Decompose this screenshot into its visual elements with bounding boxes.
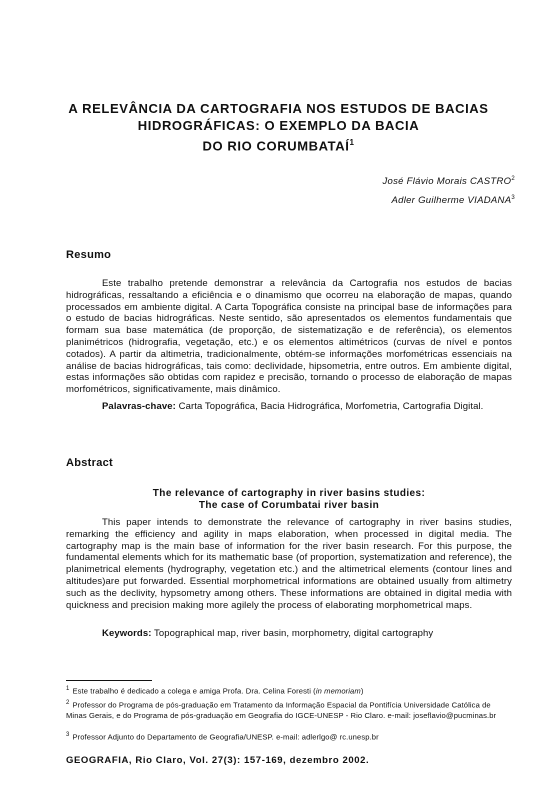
keywords-label: Keywords: xyxy=(102,628,152,639)
keywords-text: Topographical map, river basin, morphometry, digital cartography xyxy=(154,628,434,639)
author-list xyxy=(382,171,515,209)
resumo-body: Este trabalho pretende demonstrar a relevância da Cartografia nos estudos de bacias hidrográficas, ressaltando a eficiência e o dinamismo que ocorreu na elaboração de mapas, quando processados em ambiente digital. A Carta Topográfica consiste na principal base de informações para o estudo de bacias hidrográficas. Neste sentido, são apresentados os elementos fundamentais que formam sua base matemática (de proporção, de sistematização e de referência), os elementos planimétricos (hidrografia, vegetação, etc.) e os elementos altimétricos (curvas de nível e pontos cotados). A partir da altimetria, tradicionalmente, obtém-se informações morfométricas essenciais na análise de bacias hidrográficas, tais como: declividade, hipsometria, entre outros. Em ambiente digital, estas informações são obtidas com rapidez e precisão, tornando o processo de elaboração de mapas morfométricos, significativamente, mais dinâmico. xyxy=(66,278,512,396)
resumo-heading: Resumo xyxy=(66,249,112,261)
abstract-title xyxy=(66,488,512,512)
resumo-keywords xyxy=(66,401,512,413)
footnote-text: Professor do Programa de pós-graduação em Tratamento da Informação Espacial da Pontifícia Universidade Católica de Minas Gerais, e do Programa de pós-graduação em Geografia do IGCE-UNESP - Rio Claro. e-mail: joseflavio@pucminas.br xyxy=(66,700,497,720)
journal-citation: GEOGRAFIA, Rio Claro, Vol. 27(3): 157-169, dezembro 2002. xyxy=(66,755,370,766)
footnote-divider xyxy=(66,680,152,681)
footnote-3 xyxy=(66,730,512,743)
abstract-body: This paper intends to demonstrate the relevance of cartography in river basins studies, remarking the efficiency and agility in maps elaboration, when processed in digital media. The cartography map is the main base of information for the river basin research. For this purpose, the fundamental elements which for its mathematic base (of proportion, systematization and reference), the planimetrical elements (hydrography, vegetation etc.) and the altimetrical elements (contour lines and altitudes)are put forwarded. Essential morphometrical informations are obtained usually from altimetry such as the declivity, hypsometry among others. These informations are obtained in digital media with quickness and precision making more agilely the process of elaborating morphometrical maps. xyxy=(66,517,512,611)
author-mark: 2 xyxy=(511,176,515,182)
abstract-heading: Abstract xyxy=(66,457,114,469)
author-2 xyxy=(382,190,515,209)
footnote-text: Este trabalho é dedicado a colega e amiga Profa. Dra. Celina Foresti ( xyxy=(72,686,316,696)
footnote-number: 1 xyxy=(66,686,70,692)
title-line-1: A RELEVÂNCIA DA CARTOGRAFIA NOS ESTUDOS DE BACIAS xyxy=(68,101,489,116)
author-name: José Flávio Morais CASTRO xyxy=(382,176,512,188)
title-line-3: DO RIO CORUMBATAÍ xyxy=(202,138,350,154)
keywords-text: Carta Topográfica, Bacia Hidrográfica, Morfometria, Cartografia Digital. xyxy=(178,401,484,412)
footnote-after: ) xyxy=(360,686,364,696)
author-1 xyxy=(382,171,515,190)
author-name: Adler Guilherme VIADANA xyxy=(391,195,512,207)
abstract-title-line-2: The case of Corumbatai river basin xyxy=(198,500,380,511)
footnote-2 xyxy=(66,698,512,721)
footnote-number: 2 xyxy=(66,700,70,706)
abstract-title-line-1: The relevance of cartography in river basins studies: xyxy=(152,488,426,499)
article-title xyxy=(40,100,517,154)
abstract-keywords xyxy=(66,628,512,640)
footnote-italic: in memoriam xyxy=(315,686,361,696)
footnote-number: 3 xyxy=(66,732,70,738)
title-footnote-mark: 1 xyxy=(349,138,355,147)
footnote-text: Professor Adjunto do Departamento de Geografia/UNESP. e-mail: adlerlgo@ rc.unesp.br xyxy=(72,732,379,742)
footnote-1 xyxy=(66,684,512,697)
author-mark: 3 xyxy=(511,195,515,202)
title-line-2: HIDROGRÁFICAS: O EXEMPLO DA BACIA xyxy=(137,118,420,133)
keywords-label: Palavras-chave: xyxy=(102,401,176,412)
